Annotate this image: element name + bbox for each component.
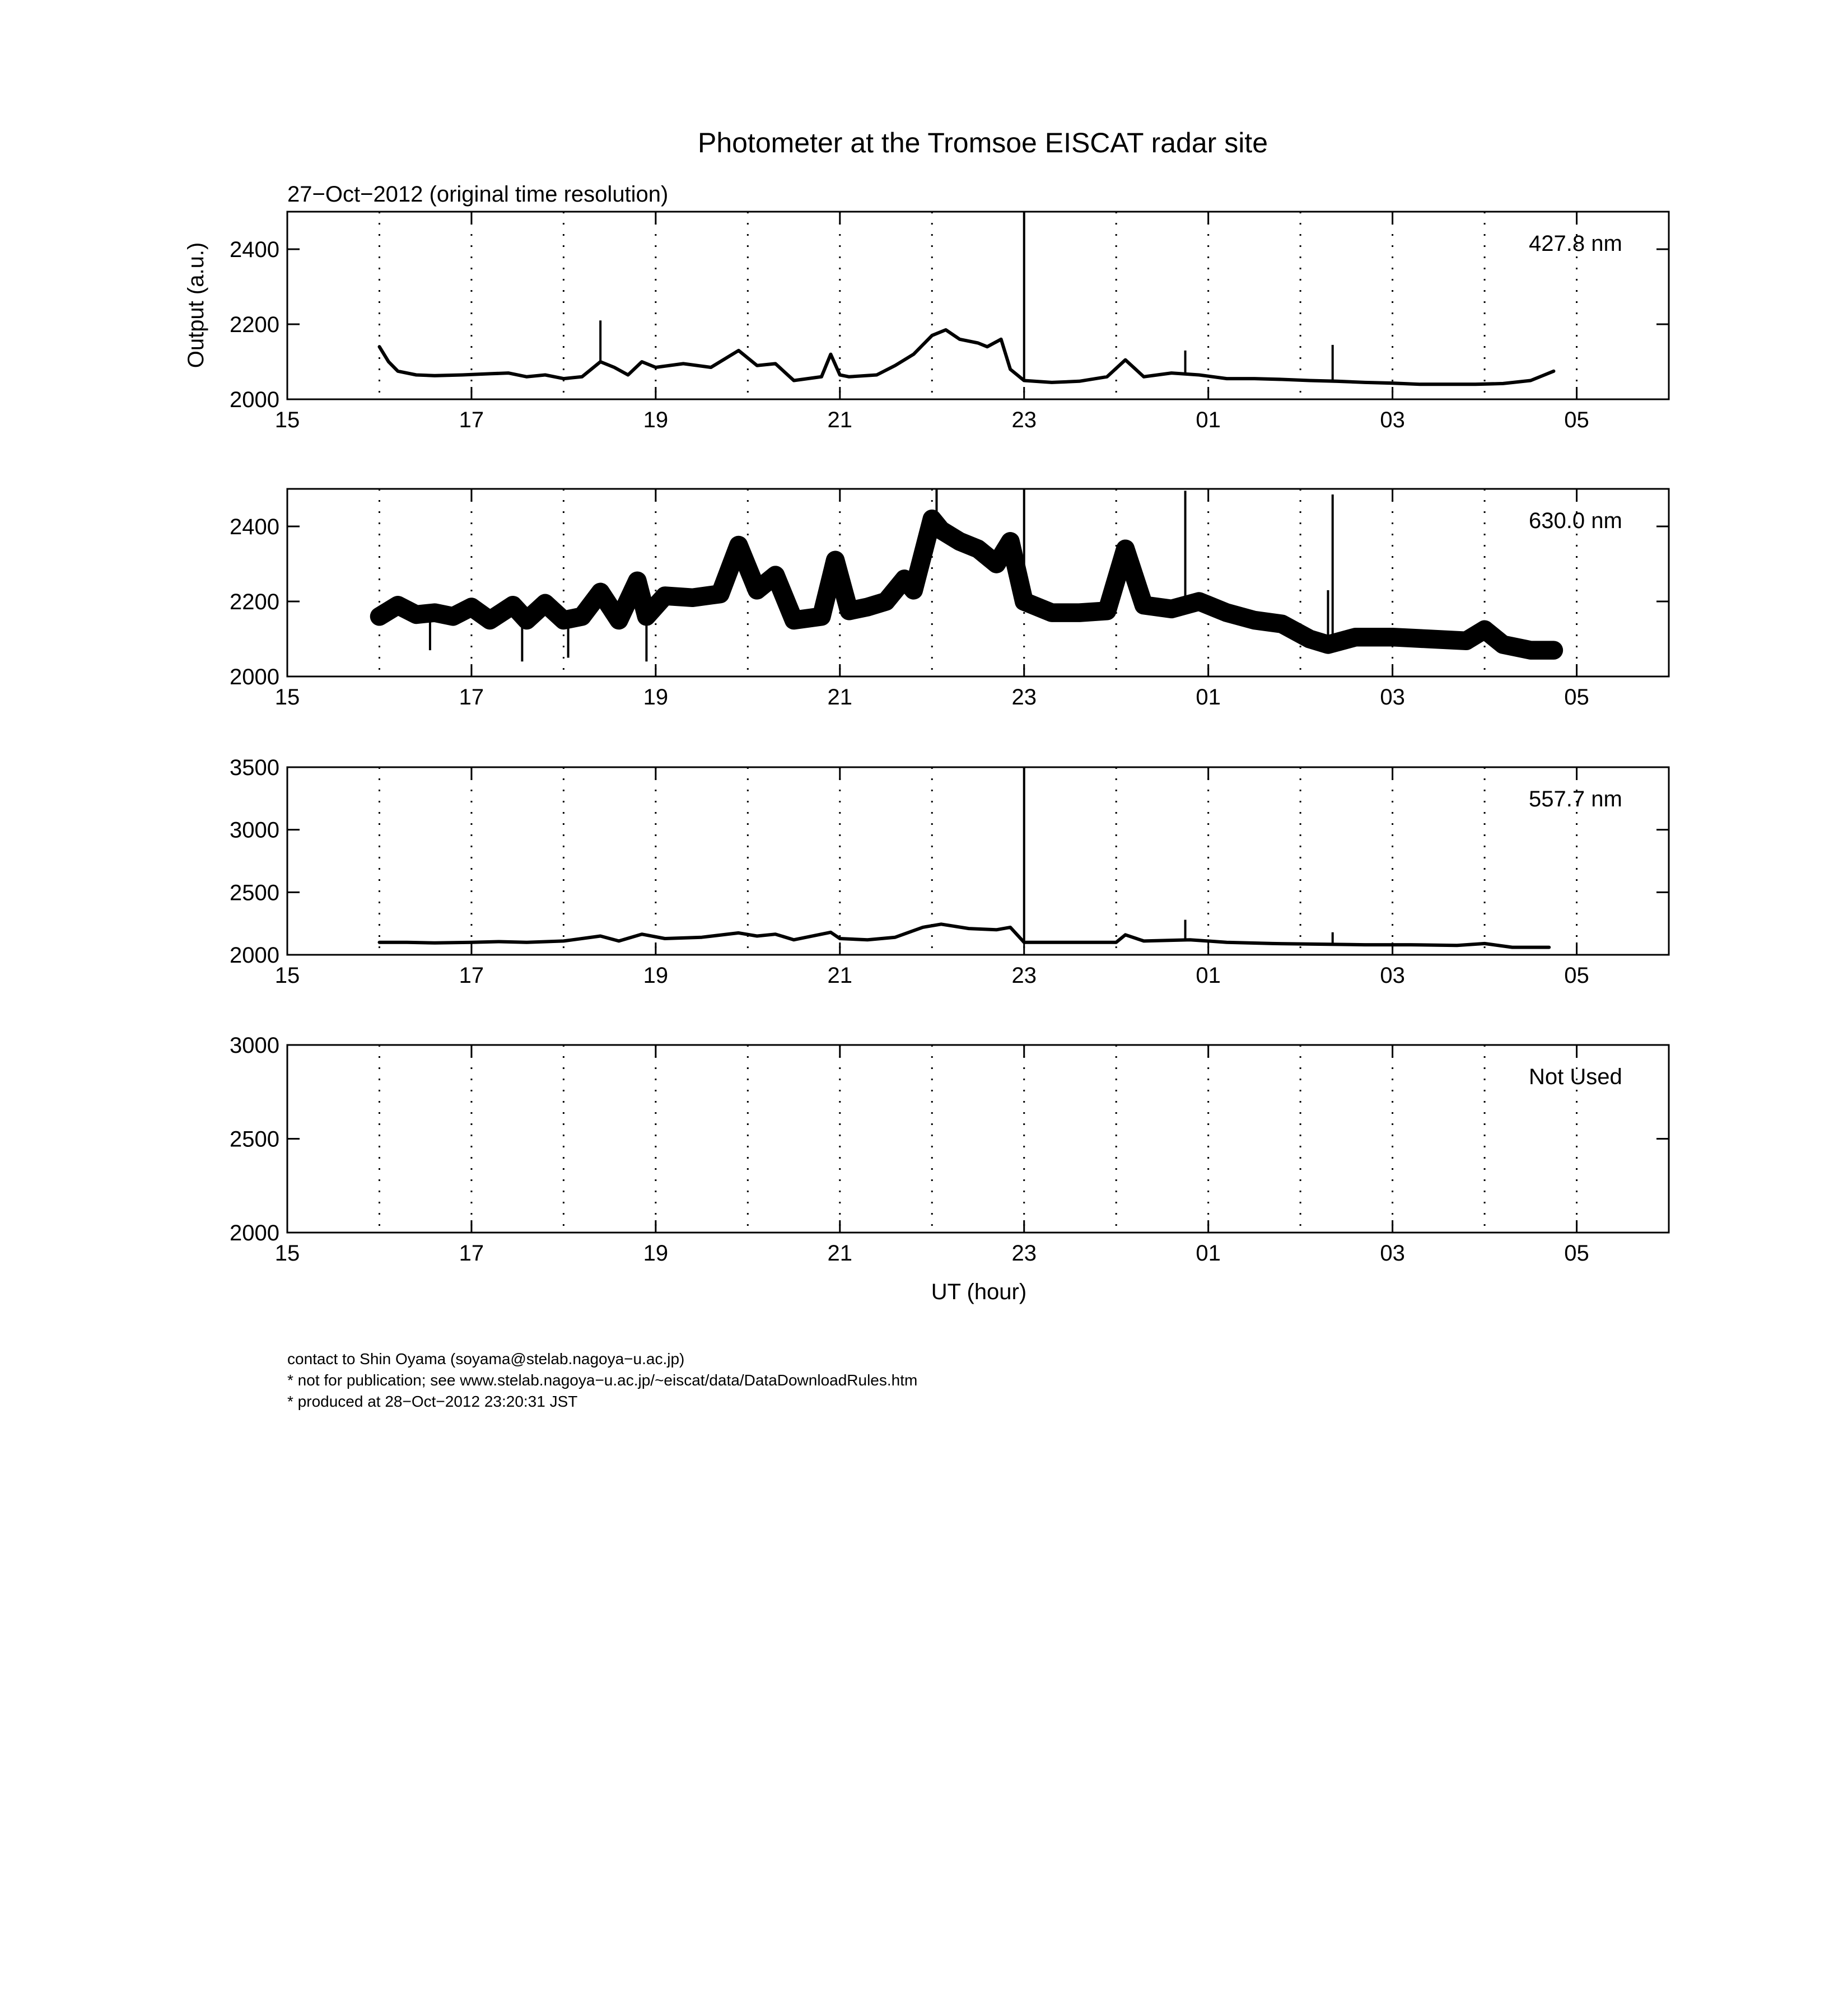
x-tick-label: 05 <box>1564 963 1589 988</box>
x-tick-label: 19 <box>643 963 669 988</box>
y-tick-label: 2000 <box>230 943 279 968</box>
axes-frame <box>287 767 1669 955</box>
footnotes <box>287 1348 917 1412</box>
x-tick-label: 03 <box>1380 963 1405 988</box>
axes-frame <box>287 212 1669 399</box>
y-tick-label: 2400 <box>230 515 279 539</box>
y-tick-label: 2000 <box>230 388 279 412</box>
y-tick-label: 3000 <box>230 1033 279 1058</box>
x-tick-label: 05 <box>1564 1241 1589 1266</box>
x-tick-label: 23 <box>1011 408 1037 432</box>
x-tick-label: 19 <box>643 1241 669 1266</box>
panel-4 <box>230 1033 1669 1266</box>
x-tick-label: 21 <box>827 685 853 710</box>
x-tick-label: 17 <box>459 685 484 710</box>
y-tick-label: 2200 <box>230 590 279 614</box>
panel-2 <box>230 489 1669 710</box>
series-line <box>380 519 1554 651</box>
y-tick-label: 2400 <box>230 237 279 262</box>
x-tick-label: 21 <box>827 408 853 432</box>
x-tick-label: 23 <box>1011 1241 1037 1266</box>
x-tick-label: 01 <box>1196 685 1221 710</box>
y-tick-label: 2500 <box>230 1127 279 1152</box>
panel-label: 630.0 nm <box>1529 508 1622 533</box>
x-tick-label: 21 <box>827 1241 853 1266</box>
x-tick-label: 17 <box>459 408 484 432</box>
figure-subtitle: 27−Oct−2012 (original time resolution) <box>287 182 669 207</box>
x-tick-label: 23 <box>1011 685 1037 710</box>
panel-1 <box>230 212 1669 432</box>
y-tick-label: 3500 <box>230 755 279 780</box>
x-tick-label: 03 <box>1380 1241 1405 1266</box>
x-tick-label: 21 <box>827 963 853 988</box>
panels <box>230 212 1669 1266</box>
x-tick-label: 01 <box>1196 963 1221 988</box>
y-axis-label: Output (a.u.) <box>184 242 208 368</box>
panel-label: 427.8 nm <box>1529 231 1622 256</box>
x-tick-label: 19 <box>643 685 669 710</box>
x-tick-label: 15 <box>274 1241 300 1266</box>
x-tick-label: 17 <box>459 963 484 988</box>
x-tick-label: 17 <box>459 1241 484 1266</box>
y-tick-label: 2500 <box>230 880 279 906</box>
figure-title: Photometer at the Tromsoe EISCAT radar site <box>697 127 1268 158</box>
x-tick-label: 03 <box>1380 408 1405 432</box>
x-tick-label: 01 <box>1196 1241 1221 1266</box>
y-tick-label: 2000 <box>230 1221 279 1245</box>
footnote-contact: contact to Shin Oyama (soyama@stelab.nagoya−u.ac.jp) <box>287 1350 685 1368</box>
axes-frame <box>287 1045 1669 1233</box>
x-tick-label: 05 <box>1564 685 1589 710</box>
x-tick-label: 15 <box>274 408 300 432</box>
x-tick-label: 05 <box>1564 408 1589 432</box>
series-line <box>380 330 1554 384</box>
footnote-produced: * produced at 28−Oct−2012 23:20:31 JST <box>287 1393 578 1410</box>
x-axis-label: UT (hour) <box>931 1280 1027 1304</box>
x-tick-label: 01 <box>1196 408 1221 432</box>
y-tick-label: 2000 <box>230 665 279 689</box>
panel-3 <box>230 755 1669 988</box>
x-tick-label: 03 <box>1380 685 1405 710</box>
x-tick-label: 19 <box>643 408 669 432</box>
x-tick-label: 15 <box>274 963 300 988</box>
y-tick-label: 3000 <box>230 818 279 843</box>
footnote-publication: * not for publication; see www.stelab.nagoya−u.ac.jp/~eiscat/data/DataDownloadRules.htm <box>287 1371 918 1389</box>
y-tick-label: 2200 <box>230 312 279 337</box>
panel-label: Not Used <box>1529 1065 1622 1089</box>
x-tick-label: 23 <box>1011 963 1037 988</box>
x-tick-label: 15 <box>274 685 300 710</box>
series-line <box>380 924 1550 947</box>
panel-label: 557.7 nm <box>1529 787 1622 811</box>
